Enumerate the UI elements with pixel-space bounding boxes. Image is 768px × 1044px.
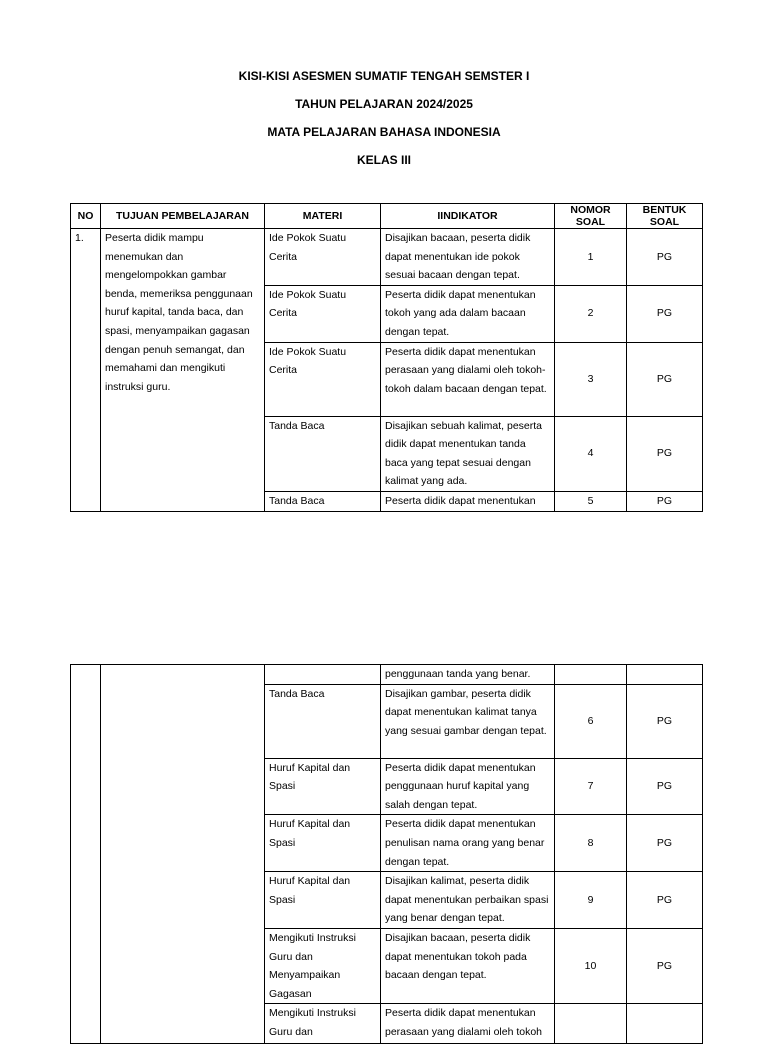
materi-cell: Huruf Kapital dan Spasi: [265, 872, 381, 929]
class-level: KELAS III: [356, 153, 411, 167]
materi-cell: Ide Pokok Suatu Cerita: [265, 229, 381, 286]
bentuk-soal-cell: PG: [627, 758, 703, 815]
materi-cell: Tanda Baca: [265, 416, 381, 491]
indikator-cell: Disajikan bacaan, peserta didik dapat menentukan ide pokok sesuai bacaan dengan tepat.: [381, 229, 555, 286]
school-year: TAHUN PELAJARAN 2024/2025: [295, 97, 473, 111]
bentuk-soal-cell: PG: [627, 872, 703, 929]
bentuk-soal-cell: [627, 665, 703, 685]
learning-objective: Peserta didik mampu menemukan dan mengelompokkan gambar benda, memeriksa penggunaan huruf kapital, tanda baca, dan spasi, menyampaikan gagasan dengan penuh semangat, dan memahami dan mengikuti instruksi guru.: [101, 229, 265, 512]
header-materi: MATERI: [265, 204, 381, 229]
row-number-continued: [71, 665, 101, 1044]
header-indikator: IINDIKATOR: [381, 204, 555, 229]
bentuk-soal-cell: PG: [627, 815, 703, 872]
bentuk-soal-cell: PG: [627, 491, 703, 511]
nomor-soal-cell: 1: [555, 229, 627, 286]
nomor-soal-cell: 8: [555, 815, 627, 872]
indikator-cell: Disajikan bacaan, peserta didik dapat menentukan tokoh pada bacaan dengan tepat.: [381, 928, 555, 1003]
nomor-soal-cell: 2: [555, 285, 627, 342]
indikator-cell: Disajikan sebuah kalimat, peserta didik dapat menentukan tanda baca yang tepat sesuai dengan kalimat yang ada.: [381, 416, 555, 491]
learning-objective-continued: [101, 665, 265, 1044]
bentuk-soal-cell: PG: [627, 285, 703, 342]
materi-cell: Mengikuti Instruksi Guru dan: [265, 1004, 381, 1044]
indikator-cell: Peserta didik dapat menentukan penulisan nama orang yang benar dengan tepat.: [381, 815, 555, 872]
indikator-cell: Peserta didik dapat menentukan: [381, 491, 555, 511]
indikator-cell: Disajikan gambar, peserta didik dapat menentukan kalimat tanya yang sesuai gambar dengan tepat.: [381, 684, 555, 758]
indikator-cell: Disajikan kalimat, peserta didik dapat menentukan perbaikan spasi yang benar dengan tepat.: [381, 872, 555, 929]
bentuk-soal-cell: PG: [627, 229, 703, 286]
nomor-soal-cell: 7: [555, 758, 627, 815]
materi-cell: Mengikuti Instruksi Guru dan Menyampaikan Gagasan: [265, 928, 381, 1003]
indikator-cell: Peserta didik dapat menentukan tokoh yang ada dalam bacaan dengan tepat.: [381, 285, 555, 342]
document-title: KISI-KISI ASESMEN SUMATIF TENGAH SEMSTER I: [238, 69, 530, 83]
materi-cell: Ide Pokok Suatu Cerita: [265, 285, 381, 342]
header-nomor-soal: NOMOR SOAL: [555, 204, 627, 229]
bentuk-soal-cell: PG: [627, 416, 703, 491]
kisi-kisi-table-page-2: [70, 664, 703, 1044]
header-bentuk-soal: BENTUK SOAL: [627, 204, 703, 229]
indikator-cell: penggunaan tanda yang benar.: [381, 665, 555, 685]
materi-cell: Tanda Baca: [265, 491, 381, 511]
indikator-cell: Peserta didik dapat menentukan penggunaan huruf kapital yang salah dengan tepat.: [381, 758, 555, 815]
bentuk-soal-cell: PG: [627, 342, 703, 416]
table-row-continuation: [71, 665, 703, 685]
nomor-soal-cell: 4: [555, 416, 627, 491]
header-no: NO: [71, 204, 101, 229]
nomor-soal-cell: 6: [555, 684, 627, 758]
materi-cell: Tanda Baca: [265, 684, 381, 758]
subject: MATA PELAJARAN BAHASA INDONESIA: [267, 125, 501, 139]
nomor-soal-cell: 5: [555, 491, 627, 511]
indikator-cell: Peserta didik dapat menentukan perasaan yang dialami oleh tokoh: [381, 1004, 555, 1044]
row-number: 1.: [71, 229, 101, 512]
bentuk-soal-cell: PG: [627, 928, 703, 1003]
nomor-soal-cell: [555, 665, 627, 685]
nomor-soal-cell: 3: [555, 342, 627, 416]
materi-cell: Huruf Kapital dan Spasi: [265, 758, 381, 815]
nomor-soal-cell: 10: [555, 928, 627, 1003]
materi-cell: [265, 665, 381, 685]
nomor-soal-cell: 9: [555, 872, 627, 929]
table-row: [71, 229, 703, 286]
bentuk-soal-cell: PG: [627, 684, 703, 758]
materi-cell: Huruf Kapital dan Spasi: [265, 815, 381, 872]
header-tujuan-pembelajaran: TUJUAN PEMBELAJARAN: [101, 204, 265, 229]
kisi-kisi-table-page-1: [70, 203, 703, 512]
indikator-cell: Peserta didik dapat menentukan perasaan yang dialami oleh tokoh-tokoh dalam bacaan dengan tepat.: [381, 342, 555, 416]
materi-cell: Ide Pokok Suatu Cerita: [265, 342, 381, 416]
